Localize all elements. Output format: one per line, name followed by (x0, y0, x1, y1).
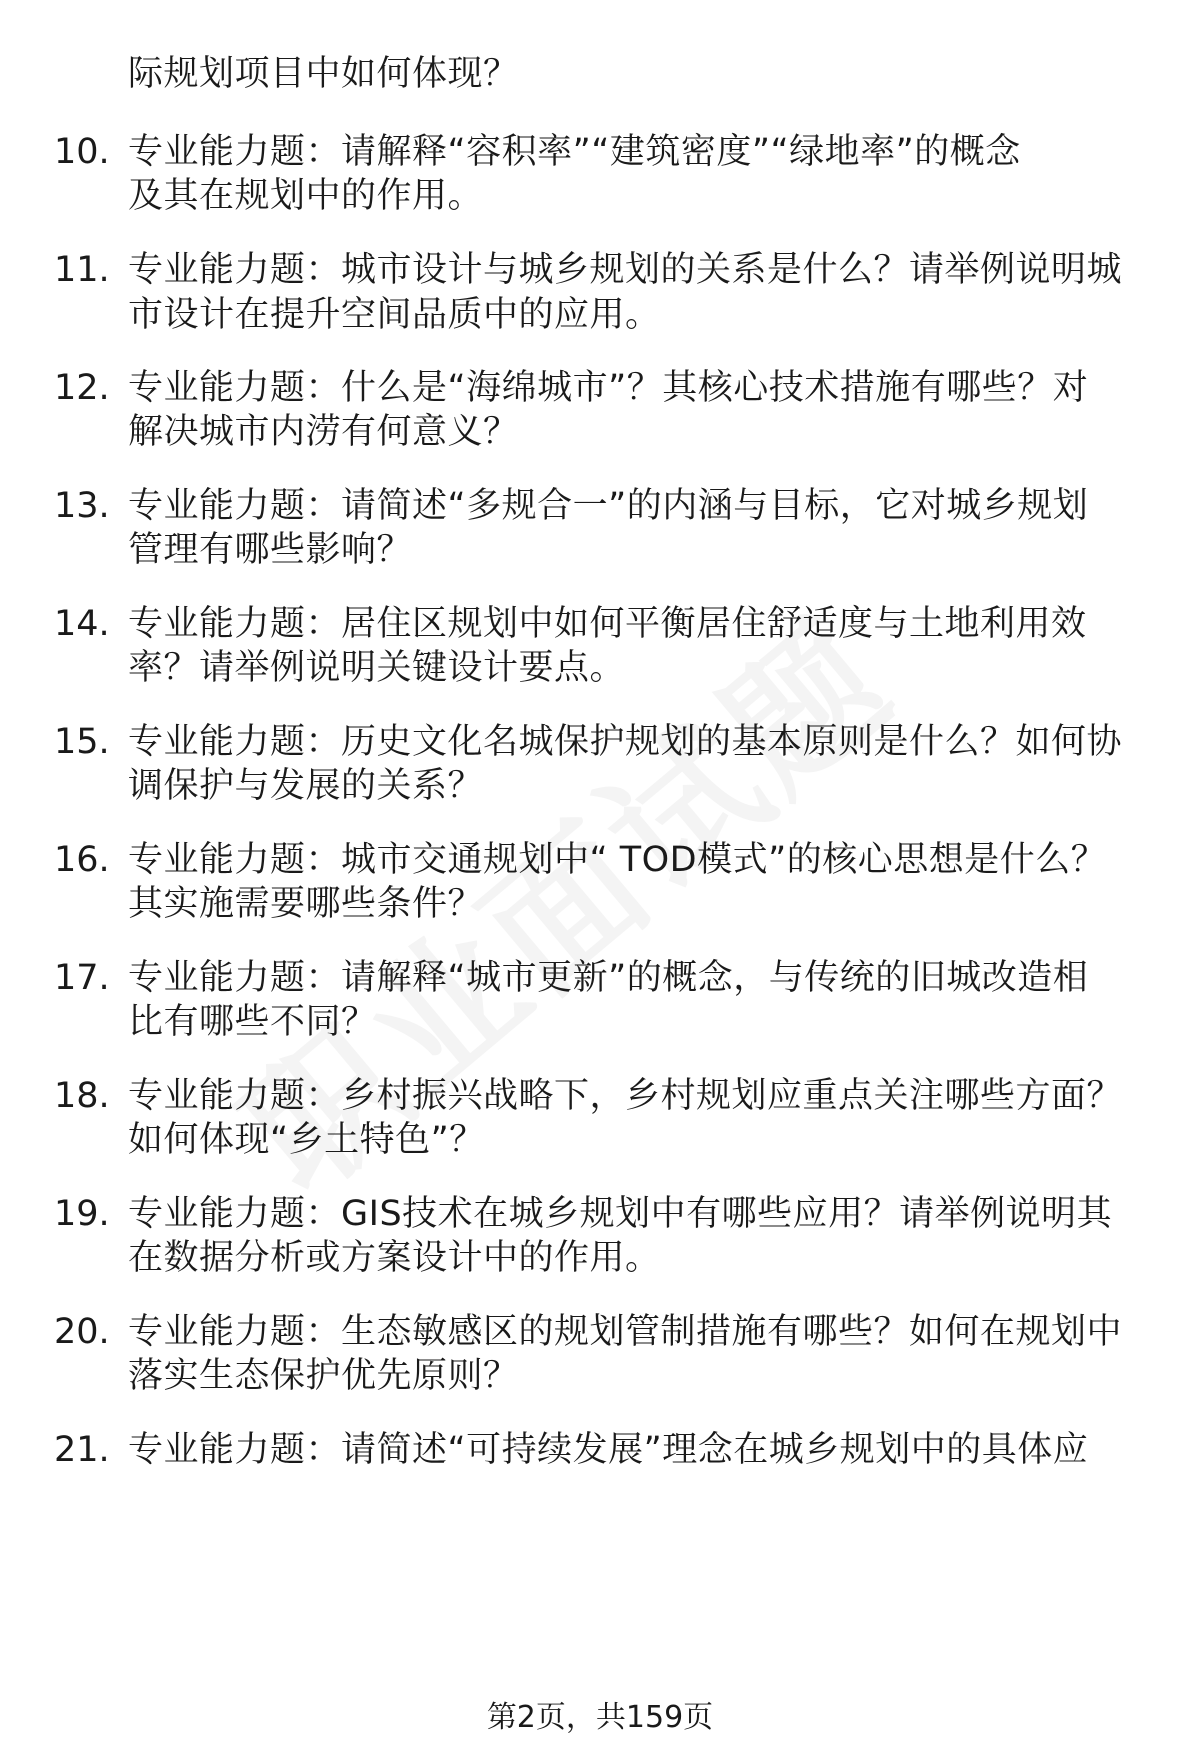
question-number: 21. (54, 1430, 110, 1470)
question-text-line2: 其实施需要哪些条件？ (128, 884, 484, 924)
question-text-line1: 专业能力题：请简述“可持续发展”理念在城乡规划中的具体应 (128, 1430, 1089, 1470)
question-text-line1: 专业能力题：居住区规划中如何平衡居住舒适度与土地利用效 (128, 604, 1087, 644)
question-number: 13. (54, 486, 110, 526)
page-footer: 第2页，共159页 (486, 1700, 714, 1735)
question-text-line2: 及其在规划中的作用。 (128, 176, 484, 216)
question-number: 12. (54, 368, 110, 408)
question-text-line2: 比有哪些不同？ (128, 1002, 377, 1042)
question-number: 17. (54, 958, 110, 998)
question-number: 18. (54, 1076, 110, 1116)
question-text-line1: 专业能力题：生态敏感区的规划管制措施有哪些？如何在规划中 (128, 1312, 1123, 1352)
question-text-line1: 专业能力题：请解释“城市更新”的概念，与传统的旧城改造相 (128, 958, 1089, 998)
question-text-line1: 专业能力题：GIS技术在城乡规划中有哪些应用？请举例说明其 (128, 1194, 1113, 1234)
question-text-line1: 专业能力题：历史文化名城保护规划的基本原则是什么？如何协 (128, 722, 1123, 762)
question-number: 20. (54, 1312, 110, 1352)
question-text-line1: 专业能力题：请解释“容积率”“建筑密度”“绿地率”的概念 (128, 132, 1021, 172)
question-number: 19. (54, 1194, 110, 1234)
continuation-line: 际规划项目中如何体现？ (128, 54, 519, 94)
question-text-line2: 解决城市内涝有何意义？ (128, 412, 519, 452)
question-text-line1: 专业能力题：请简述“多规合一”的内涵与目标，它对城乡规划 (128, 486, 1089, 526)
question-text-line1: 专业能力题：城市交通规划中“ TOD模式”的核心思想是什么？ (128, 840, 1107, 880)
question-text-line2: 率？请举例说明关键设计要点。 (128, 648, 626, 688)
question-number: 11. (54, 250, 110, 290)
question-number: 15. (54, 722, 110, 762)
question-text-line1: 专业能力题：城市设计与城乡规划的关系是什么？请举例说明城 (128, 250, 1123, 290)
question-number: 16. (54, 840, 110, 880)
question-text-line2: 调保护与发展的关系？ (128, 766, 484, 806)
question-text-line1: 专业能力题：什么是“海绵城市”？其核心技术措施有哪些？对 (128, 368, 1089, 408)
question-text-line1: 专业能力题：乡村振兴战略下，乡村规划应重点关注哪些方面？ (128, 1076, 1123, 1116)
question-text-line2: 管理有哪些影响？ (128, 530, 413, 570)
question-text-line2: 如何体现“乡土特色”？ (128, 1120, 485, 1160)
question-number: 14. (54, 604, 110, 644)
question-text-line2: 市设计在提升空间品质中的应用。 (128, 295, 661, 335)
question-number: 10. (54, 132, 110, 172)
question-text-line2: 落实生态保护优先原则？ (128, 1356, 519, 1396)
question-text-line2: 在数据分析或方案设计中的作用。 (128, 1238, 661, 1278)
